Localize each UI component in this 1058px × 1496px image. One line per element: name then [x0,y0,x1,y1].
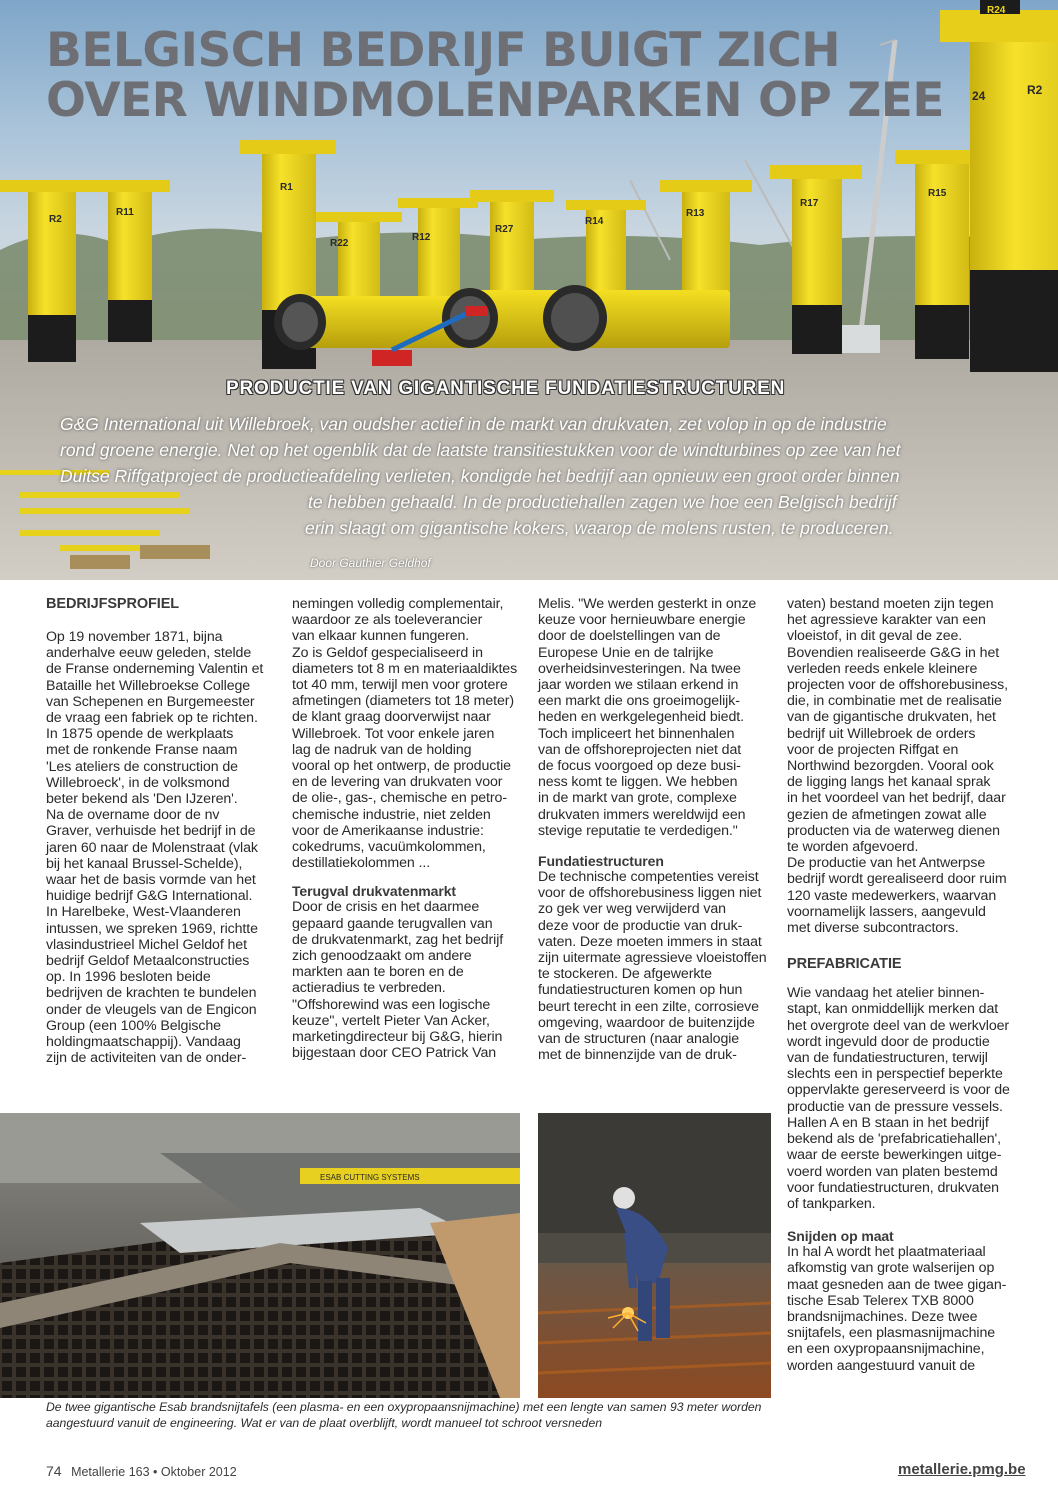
text-line: "Offshorewind was een logische [292,996,491,1013]
text-line: worden aangestuurd vanuit de [787,1357,976,1374]
intro-line: rond groene energie. Net op het ogenblik dat de laatste transitiestukken voor de windturbines op zee van het [60,440,901,460]
text-line: zo gek ver weg verwijderd van [538,901,726,918]
text-line: van de offshoreprojecten niet dat [538,741,742,758]
text-line: Hallen A en B staan in het bedrijf [787,1114,989,1131]
text-line: anderhalve eeuw geleden, stelde [46,645,252,662]
text-line: 120 vaste medewerkers, waarvan [787,887,997,904]
text-line: huidige bedrijf G&G International. [46,888,253,905]
text-line: de drukvatenmarkt, zag het bedrijf [292,931,504,948]
tower-label: R1 [280,182,293,193]
text-line: waar het de basis vormde van het [46,872,256,889]
section-heading: BEDRIJFSPROFIEL [46,596,180,612]
text-line: keuze voor hernieuwbare energie [538,612,746,629]
text-line: chemische industrie, niet zelden [292,806,491,823]
text-line: of tankparken. [787,1195,876,1212]
title-line: OVER WINDMOLENPARKEN OP ZEE [46,73,944,128]
text-line: Group (een 100% Belgische [46,1017,221,1034]
text-line: voornamelijk lassers, aangevuld [787,903,986,920]
text-line: Willebroeck', in de volksmond [46,774,230,791]
text-line: tische Esab Telerex TXB 8000 [787,1292,974,1309]
text-line: onder de vleugels van de Engicon [46,1001,257,1018]
title-line: BELGISCH BEDRIJF BUIGT ZICH [46,23,841,78]
section-subheading: Fundatiestructuren [538,853,664,870]
body-text [538,596,768,839]
body-text [787,985,1015,1212]
text-line: Na de overname door de nv [46,807,220,824]
text-line: beurt terecht in een zilte, corrosieve [538,998,759,1015]
byline: Door Gauthier Geldhof [310,556,431,570]
column-2 [292,596,522,1061]
text-line: fundatiestructuren komen op hun [538,982,743,999]
tower-label: R12 [412,232,431,243]
publication-info: Metallerie 163 • Oktober 2012 [71,1465,237,1479]
hero-photo [0,0,1058,580]
cutting-table-photo [0,1113,520,1398]
text-line: diameters tot 8 m en materiaaldiktes [292,660,518,677]
text-line: met diverse subcontractors. [787,920,959,937]
intro-line: te hebben gehaald. In de productiehallen zagen we hoe een Belgisch bedrijf [308,492,897,512]
body-text [538,869,768,1063]
column-4 [787,596,1015,1374]
footer-publication [46,1463,237,1479]
text-line: de klant graag doorverwijst naar [292,709,491,726]
text-line: In Harelbeke, West-Vlaanderen [46,904,241,921]
text-line: bekend als de 'prefabricatiehallen', [787,1131,1001,1148]
text-line: op. In 1996 besloten beide [46,969,211,986]
text-line: bedrijven de krachten te bundelen [46,985,257,1002]
text-line: projecten voor de offshorebusiness, [787,677,1009,694]
text-line: en de levering van drukvaten voor [292,774,503,791]
section-subheading: Snijden op maat [787,1228,894,1245]
text-line: intussen, we spreken 1969, richtte [46,920,258,937]
text-line: heden en werkgelegenheid biedt. [538,709,744,726]
text-line: gezien de afmetingen zowat alle [787,806,987,823]
text-line: vlasindustrieel Michel Geldof het [46,936,247,953]
body-text [46,629,268,1066]
text-line: het agressieve karakter van een [787,612,986,629]
page-title [46,23,944,128]
text-line: slechts een in perspectief beperkte [787,1066,1003,1083]
text-line: van de structuren (naar analogie [538,1031,740,1048]
text-line: Europese Unie en de talrijke [538,644,714,661]
text-line: De productie van het Antwerpse [787,855,986,872]
text-line: Northwind bezorgden. Vooral ook [787,758,994,775]
tower-label: R22 [330,238,349,249]
body-text [292,596,522,871]
text-line: bij het kanaal Brussel-Schelde), [46,855,243,872]
page-number: 74 [46,1463,62,1479]
text-line: actieradius te verbreden. [292,980,446,997]
text-line: zijn de activiteiten van de onder- [46,1050,247,1067]
text-line: holdingmaatschappij). Vandaag [46,1034,241,1051]
text-line: het overgrote deel van de werkvloer [787,1017,1010,1034]
text-line: bedrijf uit Willebroek de orders [787,725,976,742]
text-line: van Schepenen en Burgemeester [46,693,255,710]
text-line: te worden afgevoerd. [787,839,919,856]
text-line: beter bekend als 'Den IJzeren'. [46,791,238,808]
text-line: overheidsinvesteringen. Na twee [538,660,741,677]
text-line: tot 40 mm, terwijl men voor grotere [292,677,508,694]
text-line: wordt ingevuld door de productie [787,1033,990,1050]
text-line: bedrijf Geldof Metaalconstructies [46,953,250,970]
text-line: Op 19 november 1871, bijna [46,629,223,645]
text-line: ness komt te liggen. We hebben [538,774,738,791]
text-line: de vraag een fabriek op te richten. [46,710,258,727]
section-subheading: Terugval drukvatenmarkt [292,883,456,900]
text-line: keuze", vertelt Pieter Van Acker, [292,1012,490,1029]
text-line: in de markt van grote, complexe [538,790,737,807]
text-line: vloeistof, in dit geval de zee. [787,628,963,645]
text-line: met de binnenzijde van de druk- [538,1047,737,1064]
text-line: van de gigantische drukvaten, het [787,709,996,726]
text-line: voor de projecten Riffgat en [787,741,959,758]
text-line: de olie-, gas-, chemische en petro- [292,790,507,807]
caption-line: De twee gigantische Esab brandsnijtafels (een plasma- en een oxypropaansnijmachine) met een lengte van samen 93 meter worden [46,1400,762,1414]
section-heading: PREFABRICATIE [787,956,902,973]
worker-cutting-photo [538,1113,771,1398]
text-line: productie van de pressure vessels. [787,1098,1003,1115]
text-line: zijn uitermate agressieve vloeistoffen [538,950,767,967]
text-line: Bovendien realiseerde G&G in het [787,644,1000,661]
text-line: jaren 60 naar de Molenstraat (vlak [46,839,258,856]
body-text [292,899,522,1061]
text-line: die, in combinatie met de realisatie [787,693,1002,710]
text-line: een markt die ons groeimogelijk- [538,693,740,710]
subheading: PRODUCTIE VAN GIGANTISCHE FUNDATIESTRUCTUREN [226,378,786,399]
text-line: stevige reputatie te verdedigen." [538,822,738,839]
text-line: waar de eerste bewerkingen uitge- [787,1147,1002,1164]
text-line: en een oxypropaansnijmachine, [787,1341,985,1358]
text-line: maat gesneden aan de twee gigan- [787,1276,1007,1293]
caption-line: aangestuurd vanuit de engineering. Wat er van de plaat overblijft, wordt manueel tot schroot versneden [46,1415,603,1430]
tower-label: R14 [585,216,604,227]
text-line: waardoor ze als toeleverancier [292,612,483,629]
text-line: de focus voorgoed op deze busi- [538,758,741,775]
website-link[interactable]: metallerie.pmg.be [898,1461,1026,1478]
text-line: voor de offshorebusiness liggen niet [538,885,762,902]
column-1 [46,596,268,1066]
text-line: verleden reeds enkele kleinere [787,660,978,677]
text-line: 'Les ateliers de construction de [46,758,238,775]
text-line: In 1875 opende de werkplaats [46,726,234,743]
tower-label: R13 [686,208,705,219]
text-line: destillatiekolommen ... [292,855,431,872]
text-line: drukvaten immers wereldwijd een [538,806,746,823]
text-line: In hal A wordt het plaatmateriaal [787,1244,986,1261]
text-line: vooral op het ontwerp, de productie [292,758,511,775]
tower-label: R11 [116,207,134,218]
column-3 [538,596,768,1063]
text-line: de ligging langs het kanaal sprak [787,774,991,791]
text-line: vaten) bestand moeten zijn tegen [787,596,994,612]
tower-label: R24 [987,5,1006,16]
text-line: van de fundatiestructuren, terwijl [787,1050,988,1067]
text-line: Bataille het Willebroekse College [46,677,251,694]
text-line: producten via de waterweg dienen [787,822,1000,839]
tower-label: R17 [800,198,819,209]
tower-label: R27 [495,224,514,235]
text-line: voor de Amerikaanse industrie: [292,822,484,839]
text-line: stapt, kan onmiddellijk merken dat [787,1001,999,1018]
text-line: Melis. "We werden gesterkt in onze [538,596,757,612]
text-line: bijgestaan door CEO Patrick Van [292,1045,497,1062]
intro-line: erin slaagt om gigantische kokers, waarop de molens rusten, te produceren. [305,518,894,538]
text-line: met de ronkende Franse naam [46,742,238,759]
text-line: te stockeren. De afgewerkte [538,966,712,983]
intro-paragraph [60,411,1020,541]
text-line: gepaard gaande terugvallen van [292,915,493,932]
text-line: zich genoodzaakt om andere [292,948,472,965]
tower-label: R2 [1027,83,1043,97]
text-line: Toch impliceert het binnenhalen [538,725,735,742]
text-line: cokedrums, vacuümkolommen, [292,839,486,856]
text-line: voerd worden van platen bestemd [787,1163,998,1180]
intro-line: Duitse Riffgatproject de productieafdeling verlieten, kondigde het bedrijf aan opnieuw een groot order binnen [60,466,900,486]
body-text [787,596,1015,936]
tower-label: R2 [49,214,62,225]
text-line: nemingen volledig complementair, [292,596,504,612]
text-line: van elkaar kunnen fungeren. [292,628,470,645]
text-line: in het voordeel van het bedrijf, daar [787,790,1006,807]
tower-label: R15 [928,188,947,199]
text-line: brandsnijmachines. Deze twee [787,1308,978,1325]
text-line: markten aan te boren en de [292,964,464,981]
text-line: Zo is Geldof gespecialiseerd in [292,644,483,661]
text-line: de Franse onderneming Valentin et [46,661,264,678]
text-line: bedrijf wordt gerealiseerd door ruim [787,871,1007,888]
text-line: Door de crisis en het daarmee [292,899,480,916]
text-line: vaten. Deze moeten immers in staat [538,933,762,950]
intro-line: G&G International uit Willebroek, van oudsher actief in de markt van drukvaten, zet volop in op de industrie [60,414,887,434]
text-line: oppervlakte gereserveerd is voor de [787,1082,1010,1099]
text-line: jaar worden we stilaan erkend in [538,677,739,694]
text-line: De technische competenties vereist [538,869,759,886]
text-line: Wie vandaag het atelier binnen- [787,985,985,1002]
text-line: marketingdirecteur bij G&G, hierin [292,1029,503,1046]
text-line: afmetingen (diameters tot 18 meter) [292,693,515,710]
tower-label: 24 [972,89,986,103]
photo-caption [46,1400,776,1431]
text-line: snijtafels, een plasmasnijmachine [787,1325,996,1342]
text-line: afkomstig van grote walserijen op [787,1260,995,1277]
text-line: omgeving, waardoor de buitenzijde [538,1014,755,1031]
text-line: Willebroek. Tot voor enkele jaren [292,725,495,742]
machine-label: ESAB CUTTING SYSTEMS [320,1173,420,1182]
text-line: door de doelstellingen van de [538,628,721,645]
text-line: Graver, verhuisde het bedrijf in de [46,823,256,840]
body-text [787,1244,1015,1374]
text-line: voor fundatiestructuren, drukvaten [787,1179,999,1196]
text-line: lag de nadruk van de holding [292,741,472,758]
text-line: deze voor de productie van druk- [538,917,743,934]
